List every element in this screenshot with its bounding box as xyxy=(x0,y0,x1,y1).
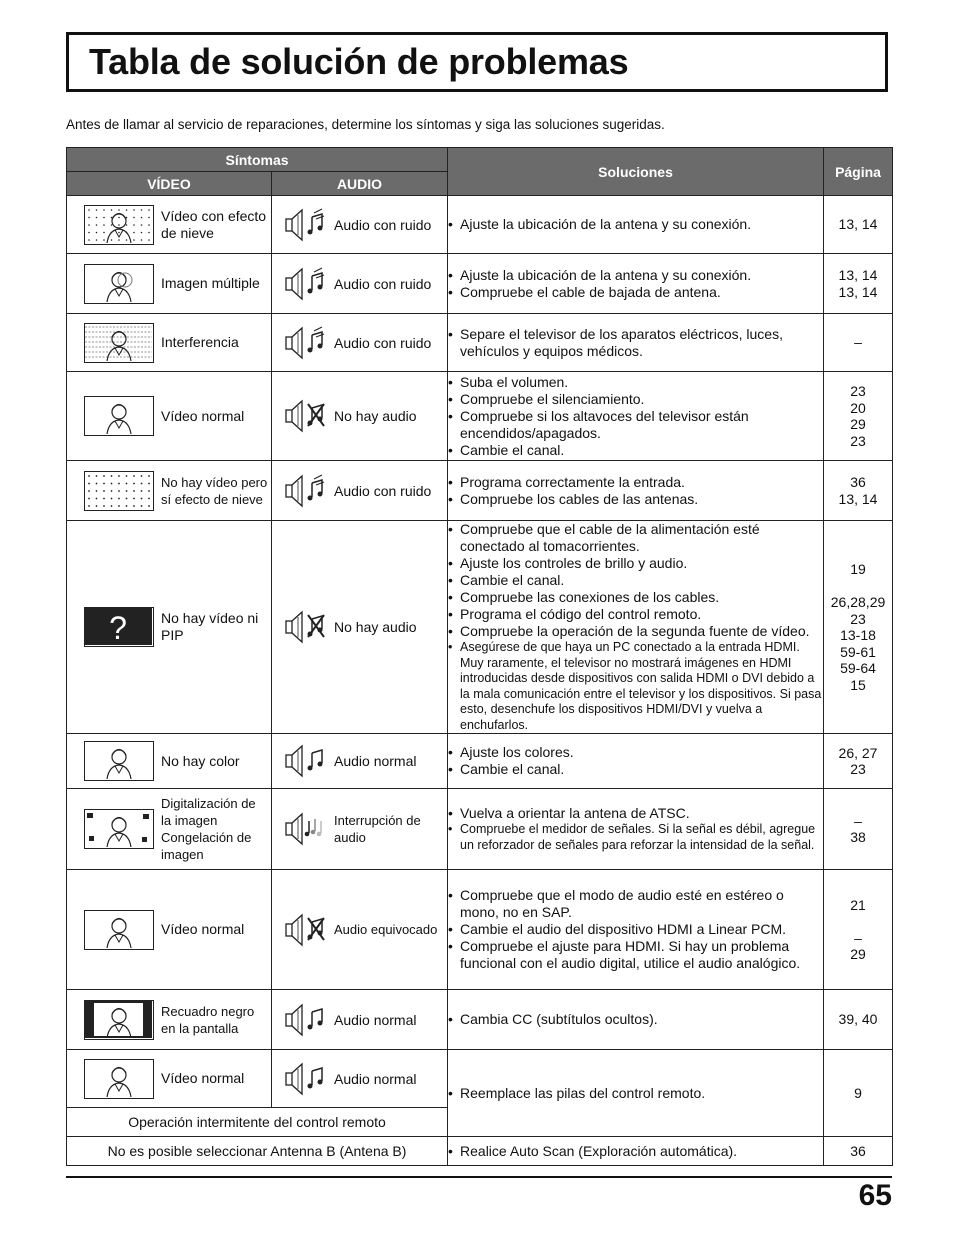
symptom-text: Operación intermitente del control remoto xyxy=(67,1108,448,1137)
audio-symptom-cell xyxy=(272,734,448,789)
speaker-noise-icon xyxy=(284,325,328,361)
page-ref: 26, 27 23 xyxy=(824,734,893,789)
video-symptom-cell xyxy=(67,990,272,1050)
solution-item: • Ajuste la ubicación de la antena y su conexión. xyxy=(448,216,823,233)
page-ref: 39, 40 xyxy=(824,990,893,1050)
video-symptom-label: Vídeo con efecto de nieve xyxy=(161,207,267,241)
solutions-cell xyxy=(448,314,824,372)
table-row xyxy=(67,789,893,870)
solution-item: • Asegúrese de que haya un PC conectado a la entrada HDMI. Muy raramente, el televisor no mostrará imágenes en HDMI introducidas desde dispositivos con salida HDMI o DVI debido a la mala comunicación entre el televisor y los dispositivos. Si pasa esto, desenchufe los dispositivos HDMI/DVI y vuelva a enchufarlos. xyxy=(448,640,823,733)
solution-item: • Compruebe si los altavoces del televisor están encendidos/apagados. xyxy=(448,408,823,442)
video-symptom-cell xyxy=(67,870,272,990)
solutions-cell xyxy=(448,372,824,461)
solutions-cell xyxy=(448,521,824,734)
video-symptom-cell xyxy=(67,254,272,314)
page-ref: 19 26,28,29 23 13-18 59-61 59-64 15 xyxy=(824,521,893,734)
video-symptom-cell xyxy=(67,314,272,372)
footer-rule xyxy=(66,1176,892,1178)
video-symptom-label: Vídeo normal xyxy=(161,921,245,937)
solutions-cell xyxy=(448,254,824,314)
table-row xyxy=(67,1050,893,1108)
audio-symptom-cell xyxy=(272,990,448,1050)
solution-item: • Ajuste los colores. xyxy=(448,744,823,761)
solution-item: • Cambia CC (subtítulos ocultos). xyxy=(448,1011,823,1028)
audio-symptom-label: No hay audio xyxy=(334,619,417,635)
question-icon xyxy=(84,607,154,647)
solution-item: • Compruebe el medidor de señales. Si la señal es débil, agregue un reforzador de señales para reforzar la intensidad de la señal. xyxy=(448,822,823,853)
page-ref: – 38 xyxy=(824,789,893,870)
video-symptom-cell xyxy=(67,789,272,870)
page-ref: 36 13, 14 xyxy=(824,461,893,521)
symptom-text: No es posible seleccionar Antenna B (Antena B) xyxy=(67,1137,448,1166)
audio-symptom-cell xyxy=(272,521,448,734)
svg-text:?: ? xyxy=(109,610,127,645)
page-title: Tabla de solución de problemas xyxy=(89,41,629,82)
solution-item: • Compruebe el silenciamiento. xyxy=(448,391,823,408)
audio-symptom-label: Audio normal xyxy=(334,753,417,769)
solution-item: • Suba el volumen. xyxy=(448,374,823,391)
page-number: 65 xyxy=(858,1179,892,1212)
tv-normal-icon xyxy=(84,910,154,950)
page-ref: – xyxy=(824,314,893,372)
table-row xyxy=(67,521,893,734)
solutions-header: Soluciones xyxy=(448,148,824,196)
speaker-noise-icon xyxy=(284,473,328,509)
table-row xyxy=(67,314,893,372)
solution-item: • Ajuste los controles de brillo y audio. xyxy=(448,555,823,572)
solutions-cell xyxy=(448,1137,824,1166)
video-symptom-cell xyxy=(67,372,272,461)
video-symptom-label: Vídeo normal xyxy=(161,1070,245,1086)
page-ref: 13, 14 xyxy=(824,196,893,254)
solution-item: • Cambie el canal. xyxy=(448,761,823,778)
solution-item: • Ajuste la ubicación de la antena y su conexión. xyxy=(448,267,823,284)
audio-symptom-label: Audio con ruido xyxy=(334,334,432,351)
solution-item: • Compruebe los cables de las antenas. xyxy=(448,491,823,508)
solution-item: • Programa correctamente la entrada. xyxy=(448,474,823,491)
speaker-interrupt-icon xyxy=(284,811,328,847)
audio-symptom-cell xyxy=(272,789,448,870)
audio-symptom-cell xyxy=(272,314,448,372)
audio-symptom-label: Audio con ruido xyxy=(334,216,432,233)
solution-item: • Compruebe el ajuste para HDMI. Si hay un problema funcional con el audio digital, utilice el audio analógico. xyxy=(448,938,823,972)
solutions-cell xyxy=(448,734,824,789)
audio-symptom-label: Interrupción de audio xyxy=(334,813,421,845)
tv-blackbox-icon xyxy=(84,1000,154,1040)
video-symptom-cell xyxy=(67,521,272,734)
audio-symptom-cell xyxy=(272,196,448,254)
page-ref: 13, 14 13, 14 xyxy=(824,254,893,314)
solution-item: • Compruebe la operación de la segunda fuente de vídeo. xyxy=(448,623,823,640)
page-ref: 36 xyxy=(824,1137,893,1166)
intro-text: Antes de llamar al servicio de reparaciones, determine los síntomas y siga las soluciones sugeridas. xyxy=(66,117,665,132)
solution-item: • Compruebe que el cable de la alimentación esté conectado al tomacorrientes. xyxy=(448,521,823,555)
solution-item: • Cambie el canal. xyxy=(448,572,823,589)
audio-symptom-cell xyxy=(272,254,448,314)
speaker-normal-icon xyxy=(284,1002,328,1038)
table-row xyxy=(67,372,893,461)
audio-symptom-cell xyxy=(272,372,448,461)
page-ref: 21 – 29 xyxy=(824,870,893,990)
solution-item: • Cambie el audio del dispositivo HDMI a Linear PCM. xyxy=(448,921,823,938)
tv-normal-icon xyxy=(84,396,154,436)
table-row xyxy=(67,254,893,314)
page-header: Página xyxy=(824,148,893,196)
audio-symptom-label: Audio con ruido xyxy=(334,482,432,499)
solution-item: • Realice Auto Scan (Exploración automática). xyxy=(448,1143,823,1160)
table-row xyxy=(67,990,893,1050)
video-symptom-label: Imagen múltiple xyxy=(161,275,260,291)
video-symptom-cell xyxy=(67,196,272,254)
video-symptom-cell xyxy=(67,734,272,789)
video-symptom-label: No hay vídeo pero sí efecto de nieve xyxy=(161,474,268,507)
solutions-cell xyxy=(448,196,824,254)
symptoms-header: Síntomas xyxy=(67,148,448,172)
audio-symptom-label: No hay audio xyxy=(334,408,417,424)
speaker-normal-icon xyxy=(284,1061,328,1097)
speaker-muted-icon xyxy=(284,912,328,948)
solution-item: • Compruebe las conexiones de los cables. xyxy=(448,589,823,606)
page-ref: 9 xyxy=(824,1050,893,1137)
tv-normal-icon xyxy=(84,1059,154,1099)
audio-symptom-cell xyxy=(272,870,448,990)
speaker-noise-icon xyxy=(284,207,328,243)
video-symptom-label: Digitalización de la imagen Congelación de imagen xyxy=(161,796,256,862)
solution-item: • Reemplace las pilas del control remoto. xyxy=(448,1085,823,1102)
video-symptom-label: Interferencia xyxy=(161,334,239,350)
tv-interference-icon xyxy=(84,323,154,363)
speaker-noise-icon xyxy=(284,266,328,302)
video-symptom-label: Vídeo normal xyxy=(161,407,245,424)
troubleshooting-table xyxy=(66,147,893,1166)
solutions-cell xyxy=(448,461,824,521)
audio-symptom-label: Audio normal xyxy=(334,1070,417,1087)
table-row xyxy=(67,734,893,789)
tv-snow-only-icon xyxy=(84,471,154,511)
solution-item: • Programa el código del control remoto. xyxy=(448,606,823,623)
speaker-muted-icon xyxy=(284,398,328,434)
table-row xyxy=(67,870,893,990)
table-row xyxy=(67,1137,893,1166)
solutions-cell xyxy=(448,1050,824,1137)
page-ref: 23 20 29 23 xyxy=(824,372,893,461)
solution-item: • Compruebe el cable de bajada de antena. xyxy=(448,284,823,301)
tv-normal-icon xyxy=(84,741,154,781)
tv-pixelated-icon xyxy=(84,809,154,849)
speaker-normal-icon xyxy=(284,743,328,779)
solutions-cell xyxy=(448,990,824,1050)
solution-item: • Separe el televisor de los aparatos eléctricos, luces, vehículos y equipos médicos. xyxy=(448,326,823,360)
solution-item: • Vuelva a orientar la antena de ATSC. xyxy=(448,805,823,822)
video-symptom-cell xyxy=(67,1050,272,1108)
solutions-cell xyxy=(448,789,824,870)
title-box xyxy=(66,32,888,92)
speaker-muted-icon xyxy=(284,609,328,645)
video-symptom-label: Recuadro negro en la pantalla xyxy=(161,1003,255,1036)
video-header: VÍDEO xyxy=(67,172,272,196)
solution-item: • Cambie el canal. xyxy=(448,442,823,459)
audio-symptom-cell xyxy=(272,461,448,521)
table-row xyxy=(67,196,893,254)
audio-header: AUDIO xyxy=(272,172,448,196)
audio-symptom-cell xyxy=(272,1050,448,1108)
video-symptom-label: No hay vídeo ni PIP xyxy=(161,610,259,643)
solutions-cell xyxy=(448,870,824,990)
table-row xyxy=(67,461,893,521)
tv-snow-icon xyxy=(84,205,154,245)
audio-symptom-label: Audio equivocado xyxy=(334,922,438,937)
solution-item: • Compruebe que el modo de audio esté en estéreo o mono, no en SAP. xyxy=(448,887,823,921)
tv-ghost-icon xyxy=(84,264,154,304)
audio-symptom-label: Audio normal xyxy=(334,1011,417,1028)
video-symptom-label: No hay color xyxy=(161,752,240,769)
video-symptom-cell xyxy=(67,461,272,521)
audio-symptom-label: Audio con ruido xyxy=(334,275,432,292)
